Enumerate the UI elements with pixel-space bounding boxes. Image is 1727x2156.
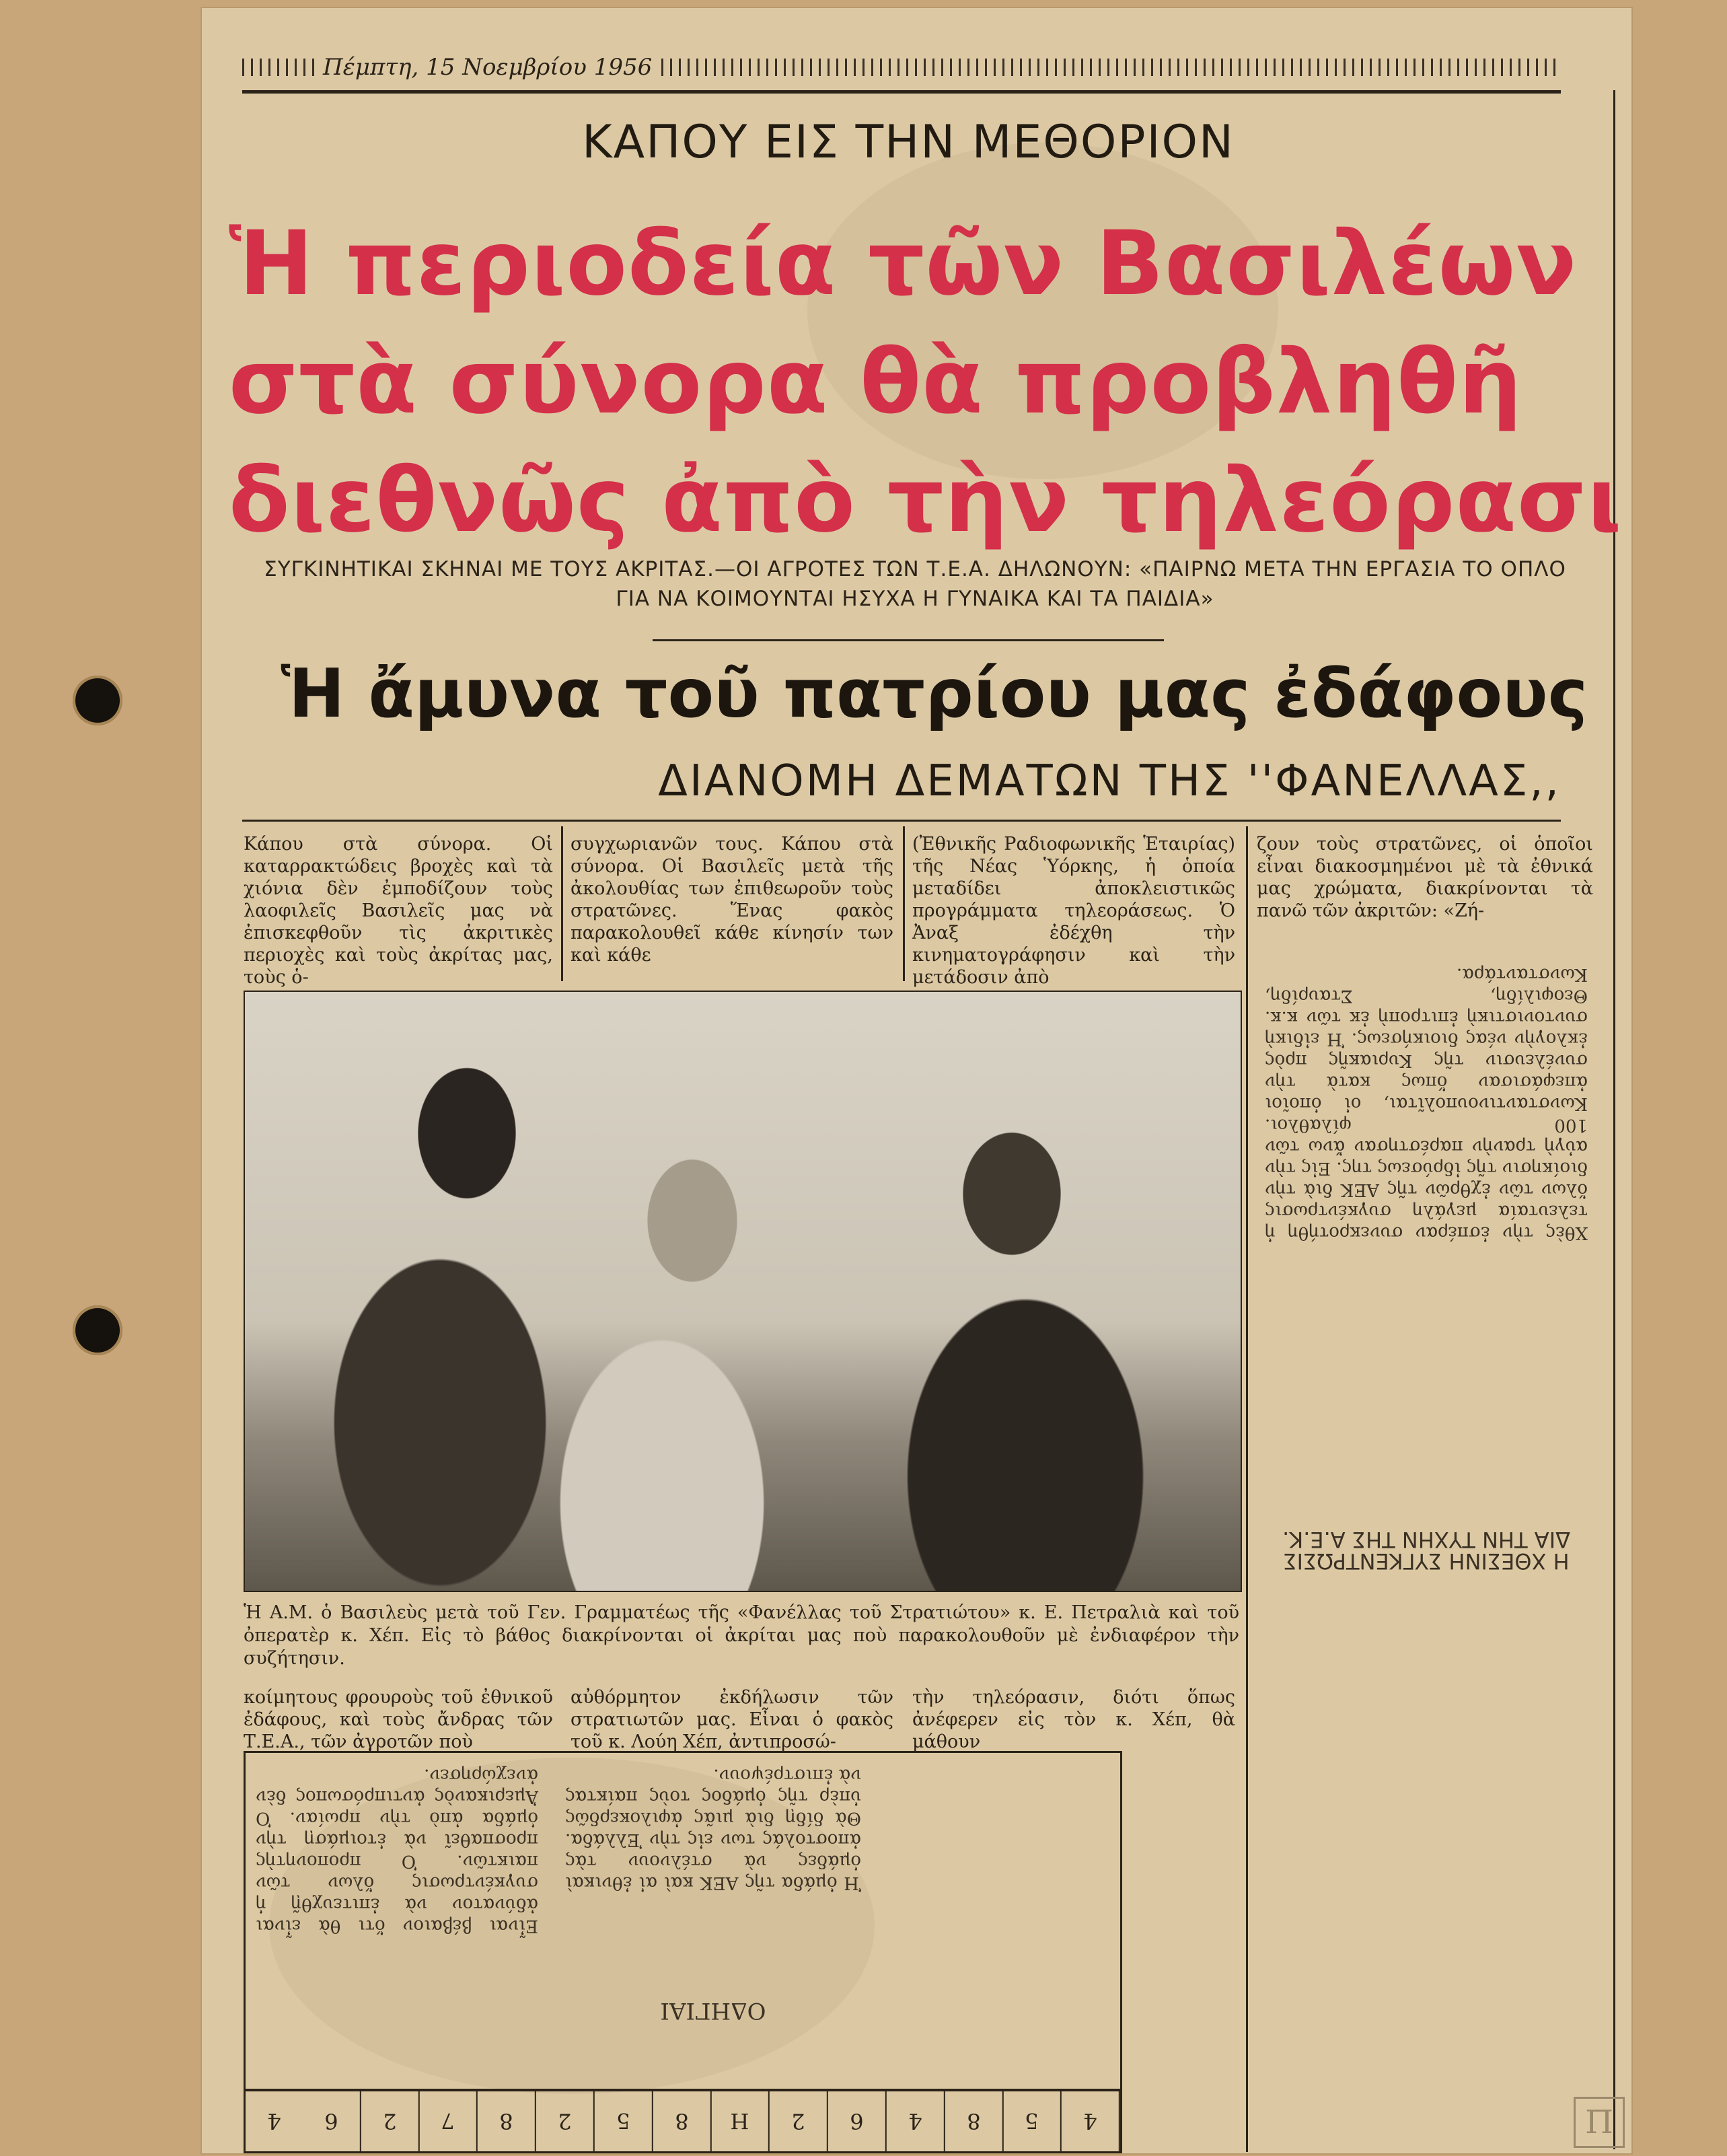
inverted-mid-text: Ἡ ὁμάδα τῆς ΑΕΚ καὶ αἱ ἐθνικαὶ ὁμάδες νὰ στέλνουν τὰς ἀποστολάς των εἰς τὴν Ἐλλάδα. Θὰ δίδῃ διὰ μιᾶς ἀφιλοκερδῶς ὑπὲρ τῆς ὁμάδος τοὺς παίκτας νὰ ἐπιστρέψουν.	[565, 1765, 861, 1893]
strip-cell: 4	[267, 2108, 281, 2134]
separator-rule	[653, 639, 1164, 641]
top-rule	[242, 90, 1561, 94]
punch-hole-top	[73, 676, 122, 725]
headline-line-1: Ἡ περιοδεία τῶν Βασιλέων	[229, 212, 1578, 316]
strip-cell: 5	[595, 2091, 653, 2151]
strip-cell: 4	[887, 2091, 945, 2151]
strip-cell: 2	[536, 2091, 595, 2151]
strip-cell: 7	[419, 2091, 478, 2151]
strip-cell: Η	[711, 2091, 770, 2151]
column-1: Κάπου στὰ σύνορα. Οἱ καταρρακτώδεις βροχὲς καὶ τὰ χιόνια δὲν ἐμποδίζουν τοὺς λαοφιλεῖς Βασιλεῖς μας νὰ ἐπισκεφθοῦν τὶς ἀκριτικὲς περιοχὲς καὶ τοὺς ἀκρίτας μας, τοὺς ὁ-	[244, 834, 553, 988]
lower-column-3: τὴν τηλεόρασιν, διότι ὅπως ἀνέφερεν εἰς τὸν κ. Χέπ, θὰ μάθουν	[912, 1687, 1235, 1752]
strip-cell: 8	[945, 2091, 1004, 2151]
column-divider-1	[561, 826, 563, 981]
inverted-right-text: Χθὲς τὴν ἑσπέραν συνεκροτήθη ἡ τελευταία μεγάλη συγκέντρωσις ὅλων τῶν ἐχθρῶν τῆς ΑΕΚ διὰ τὴν διοίκησιν τῆς ἰδρύσεως της. Εἰς τὴν αὐγὴ τρανὴν παρέστησαν ἄνω τῶν 100 φίλαθλοι. Κωνσταντινουπολῖται, οἱ ὁποῖοι ἀπεφάσισαν ὅπως κατὰ τὴν συνέλευσιν τῆς Κυριακῆς πρὸς ἐκλογὴν νέας διοικήσεως. Ἡ εἰδικὴ συντονιστικὴ ἐπιτροπὴ ἐκ τῶν κ.κ. Θεοφιλίδη, Σταυρίδη, Κωνσταντάρα.	[1265, 964, 1588, 1243]
strip-cell: 6	[828, 2091, 887, 2151]
column-3: (Ἐθνικῆς Ραδιοφωνικῆς Ἑταιρίας) τῆς Νέας Ὑόρκης, ἡ ὁποία μεταδίδει ἀποκλειστικῶς προγράμματα τηλεοράσεως. Ὁ Ἀναξ ἐδέχθη τὴν κινηματογράφησιν καὶ τὴν μετάδοσιν ἀπὸ	[912, 834, 1235, 988]
inverted-number-strip	[244, 2089, 1122, 2153]
strip-cell: 4	[1062, 2091, 1120, 2151]
column-divider-3	[1246, 826, 1248, 2152]
strip-cell: 8	[653, 2091, 712, 2151]
archive-logo: Π	[1574, 2097, 1625, 2148]
news-photo	[244, 991, 1242, 1592]
subhead: ΣΥΓΚΙΝΗΤΙΚΑΙ ΣΚΗΝΑΙ ΜΕ ΤΟΥΣ ΑΚΡΙΤΑΣ.—ΟΙ ΑΓΡΟΤΕΣ ΤΩΝ Τ.Ε.Α. ΔΗΛΩΝΟΥΝ: «ΠΑΙΡΝΩ ΜΕΤΑ ΤΗΝ ΕΡΓΑΣΙΑ ΤΟ ΟΠΛΟ ΓΙΑ ΝΑ ΚΟΙΜΟΥΝΤΑΙ ΗΣΥΧΑ Η ΓΥΝΑΙΚΑ ΚΑΙ ΤΑ ΠΑΙΔΙΑ»	[264, 557, 1566, 611]
photo-caption: Ἡ Α.Μ. ὁ Βασιλεὺς μετὰ τοῦ Γεν. Γραμματέως τῆς «Φανέλλας τοῦ Στρατιώτου» κ. Ε. Πετραλιὰ καὶ τοῦ ὀπερατὲρ κ. Χέπ. Εἰς τὸ βάθος διακρίνονται οἱ ἀκρίται μας ποὺ παρακολουθοῦν μὲ ἐνδιαφέρον τὴν συζήτησιν.	[244, 1602, 1239, 1669]
lower-column-2: αὐθόρμητον ἐκδήλωσιν τῶν στρατιωτῶν μας. Εἶναι ὁ φακὸς τοῦ κ. Λούη Χέπ, ἀντιπροσώ-	[571, 1687, 893, 1752]
kicker: ΚΑΠΟΥ ΕΙΣ ΤΗΝ ΜΕΘΟΡΙΟΝ	[582, 116, 1235, 169]
second-headline: Ἡ ἄμυνα τοῦ πατρίου μας ἐδάφους	[281, 654, 1588, 733]
inverted-mid-heading: ΟΔΗΓΙΑΙ	[660, 1997, 766, 2024]
strip-cell: 2	[361, 2091, 420, 2151]
newspaper-clipping	[202, 8, 1631, 2153]
column-4: ζουν τοὺς στρατῶνες, οἱ ὁποῖοι εἶναι διακοσμημένοι μὲ τὰ ἐθνικά μας χρώματα, διακρίνονται τὰ πανῶ τῶν ἀκριτῶν: «Ζή-	[1257, 834, 1593, 921]
inverted-left-text: Εἶναι βέβαιον ὅτι θὰ εἶναι ἀδύνατον νὰ ἐπιτευχθῇ ἡ συγκέντρωσις ὅλων τῶν παικτῶν. Ὁ προπονητὴς προσπαθεῖ νὰ ἑτοιμάσῃ τὴν ὁμάδα ἀπὸ τὴν πρωίαν. Ὁ Ἀμερικανὸς ἀντιπρόσωπος δὲν ἀνεχώρησεν.	[256, 1765, 538, 1936]
main-headline	[229, 205, 1631, 560]
column-2: συγχωριανῶν τους. Κάπου στὰ σύνορα. Οἱ Βασιλεῖς μετὰ τῆς ἀκολουθίας των ἐπιθεωροῦν τοὺς στρατῶνες. Ἕνας φακὸς παρακολουθεῖ κάθε κίνησίν των καὶ κάθε	[571, 834, 893, 966]
strip-cell: 2	[770, 2091, 828, 2151]
strip-cell: 5	[1003, 2091, 1062, 2151]
column-divider-2	[903, 826, 905, 981]
punch-hole-bottom	[73, 1305, 122, 1355]
dateline-text: Πέμπτη, 15 Νοεμβρίου 1956	[323, 54, 653, 81]
third-headline: ΔΙΑΝΟΜΗ ΔΕΜΑΤΩΝ ΤΗΣ ''ΦΑΝΕΛΛΑΣ,,	[658, 756, 1561, 806]
headline-line-2: στὰ σύνορα θὰ προβληθῆ	[229, 330, 1522, 434]
strip-cell: 8	[478, 2091, 536, 2151]
dateline-ornament-right	[661, 59, 1561, 76]
dateline-ornament	[242, 59, 316, 76]
dateline	[242, 47, 1561, 87]
lower-column-1: κοίμητους φρουροὺς τοῦ ἐθνικοῦ ἐδάφους, καὶ τοὺς ἄνδρας τῶν Τ.Ε.Α., τῶν ἀγροτῶν ποὺ	[244, 1687, 553, 1752]
strip-cell: 6	[303, 2091, 361, 2151]
headline-line-3: διεθνῶς ἀπὸ τὴν τηλεόρασι	[229, 449, 1623, 552]
columns-rule	[242, 820, 1561, 822]
inverted-right-heading: Η ΧΘΕΣΙΝΗ ΣΥΓΚΕΝΤΡΩΣΙΣ ΔΙΑ ΤΗΝ ΤΥΧΗΝ ΤΗΣ Α.Ε.Κ.	[1282, 1527, 1570, 1574]
